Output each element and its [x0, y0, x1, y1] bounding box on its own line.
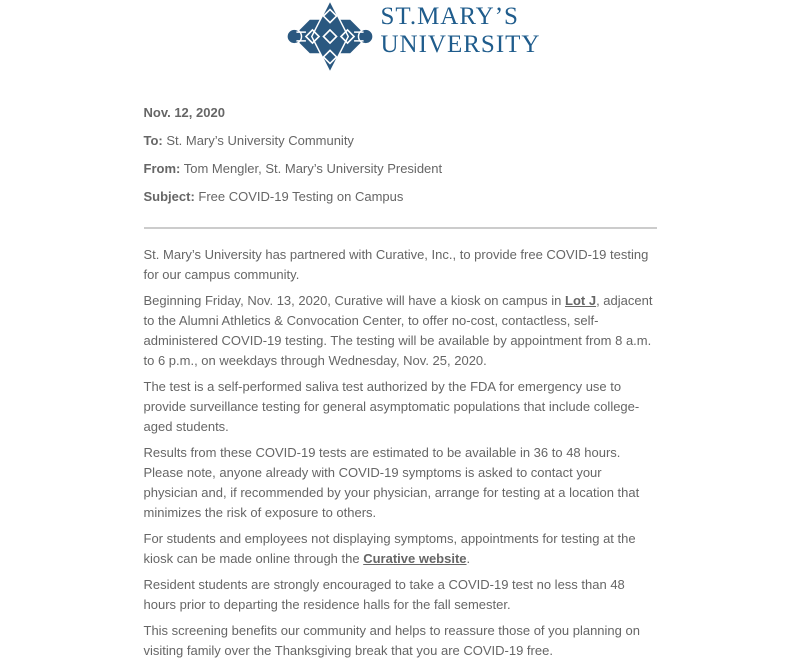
paragraph-2-text-post: , adjacent to the Alumni Athletics & Convocation Center, to offer no-cost, contactless, self-administered COVID-19 testing. The testing will be available by appointment from 8 a.m. to 6 p.m., on weekdays through Wednesday, Nov. 25, 2020. [143, 293, 653, 368]
university-crest-icon [286, 0, 374, 73]
memo-from-line [144, 159, 657, 179]
body-paragraph-7: This screening benefits our community and helps to reassure those of you planning on visiting family over the Thanksgiving break that you are COVID-19 free. [143, 623, 640, 658]
subject-value: Free COVID-19 Testing on Campus [194, 189, 404, 204]
to-label: To: [143, 133, 163, 148]
lot-j-link[interactable]: Lot J [565, 293, 597, 308]
wordmark-line1: ST.MARY’S [380, 3, 519, 30]
from-value: Tom Mengler, St. Mary’s University President [180, 161, 443, 176]
logo-header [0, 0, 800, 73]
body-paragraph-4: Results from these COVID-19 tests are estimated to be available in 36 to 48 hours. Please note, anyone already with COVID-19 symptoms is asked to contact your physician and, if recommended by your physician, arrange for testing at a location that minimizes the risk of exposure to others. [143, 445, 640, 520]
memo-subject-line [144, 187, 657, 207]
paragraph-2-text-pre: Beginning Friday, Nov. 13, 2020, Curative will have a kiosk on campus in [143, 293, 566, 308]
divider [144, 227, 657, 229]
memo-content [144, 103, 657, 661]
paragraph-5-text-pre: For students and employees not displaying symptoms, appointments for testing at the kiosk can be made online through the [143, 531, 636, 566]
body-paragraph-5 [144, 529, 657, 569]
memo-to-line [144, 131, 657, 151]
body-paragraph-2 [144, 291, 657, 371]
paragraph-5-text-post: . [466, 551, 471, 566]
university-logo [286, 0, 541, 73]
body-paragraph-6: Resident students are strongly encouraged to take a COVID-19 test no less than 48 hours prior to departing the residence halls for the fall semester. [143, 577, 625, 612]
body-paragraph-3: The test is a self-performed saliva test authorized by the FDA for emergency use to provide surveillance testing for general asymptomatic populations that include college-aged students. [143, 379, 640, 434]
body-paragraph-1: St. Mary’s University has partnered with Curative, Inc., to provide free COVID-19 testing for our campus community. [143, 247, 649, 282]
memo-date: Nov. 12, 2020 [143, 105, 225, 120]
from-label: From: [143, 161, 181, 176]
curative-website-link[interactable]: Curative website [363, 551, 467, 566]
subject-label: Subject: [143, 189, 195, 204]
university-wordmark [381, 0, 541, 59]
to-value: St. Mary’s University Community [162, 133, 354, 148]
wordmark-line2: UNIVERSITY [380, 31, 541, 58]
